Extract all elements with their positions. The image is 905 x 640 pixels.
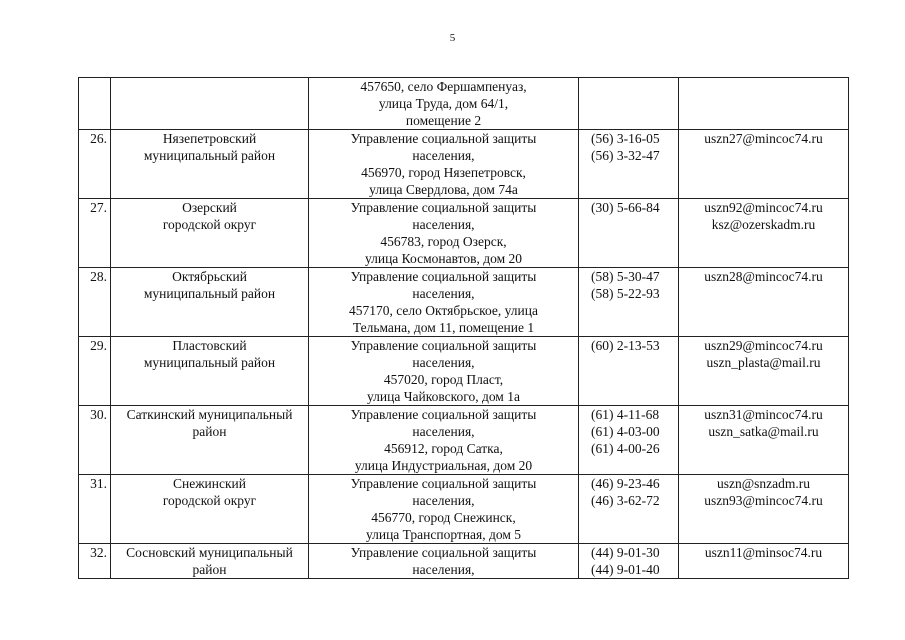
address-cell [309,78,579,130]
phone-line: (61) 4-03-00 [591,424,660,439]
table-row [79,406,849,475]
district-name-cell [111,78,309,130]
address-line: Управление социальной защиты [350,200,537,215]
email-cell [679,475,849,544]
address-line: Управление социальной защиты [350,476,537,491]
district-name-line: муниципальный район [143,286,276,301]
row-number-cell [79,406,111,475]
address-line: улица Индустриальная, дом 20 [354,458,533,473]
phone-cell [579,78,679,130]
address-cell [309,130,579,199]
address-line: Управление социальной защиты [350,131,537,146]
address-line: Управление социальной защиты [350,407,537,422]
address-cell [309,406,579,475]
phone-line: (60) 2-13-53 [591,338,660,353]
address-line: помещение 2 [405,113,482,128]
address-cell [309,544,579,579]
table-row [79,337,849,406]
phone-cell [579,475,679,544]
email-line: uszn31@mincoc74.ru [704,407,823,422]
district-name-line: городской округ [162,217,257,232]
address-line: 457650, село Фершампенуаз, [360,79,527,94]
address-cell [309,268,579,337]
district-name-line: район [192,562,227,577]
district-name-line: район [192,424,227,439]
district-name-cell [111,130,309,199]
address-line: населения, [412,562,475,577]
table-row [79,268,849,337]
phone-line: (58) 5-30-47 [591,269,660,284]
address-line: 456912, город Сатка, [384,441,503,456]
district-name-line: Озерский [182,200,237,215]
row-number-cell [79,337,111,406]
address-cell [309,199,579,268]
district-name-line: Нязепетровский [162,131,257,146]
email-line: uszn11@minsoc74.ru [704,545,823,560]
phone-line: (46) 9-23-46 [591,476,660,491]
address-line: улица Труда, дом 64/1, [378,96,509,111]
address-line: Тельмана, дом 11, помещение 1 [352,320,535,335]
district-name-cell [111,475,309,544]
row-number-cell [79,268,111,337]
address-line: Управление социальной защиты [350,269,537,284]
table-row [79,544,849,579]
row-number-cell [79,475,111,544]
phone-line: (30) 5-66-84 [591,200,660,215]
district-name-line: муниципальный район [143,355,276,370]
row-number: 27. [90,200,107,215]
district-name-line: Снежинский [173,476,246,491]
address-line: Управление социальной защиты [350,545,537,560]
email-line: uszn27@mincoc74.ru [704,131,823,146]
row-number-cell [79,130,111,199]
address-line: 456783, город Озерск, [380,234,507,249]
phone-line: (58) 5-22-93 [591,286,660,301]
phone-cell [579,406,679,475]
table-row-continuation [79,78,849,130]
table-row [79,475,849,544]
table-row [79,199,849,268]
district-name-line: Октябрьский [172,269,247,284]
address-line: улица Свердлова, дом 74а [369,182,518,197]
address-line: населения, [412,355,475,370]
phone-cell [579,130,679,199]
row-number: 26. [90,131,107,146]
row-number: 29. [90,338,107,353]
district-name-cell [111,406,309,475]
phone-cell [579,199,679,268]
district-name-cell [111,544,309,579]
email-cell [679,337,849,406]
address-line: улица Космонавтов, дом 20 [364,251,523,266]
row-number: 30. [90,407,107,422]
address-line: 457170, село Октябрьское, улица [349,303,538,318]
address-line: улица Транспортная, дом 5 [365,527,522,542]
row-number: 31. [90,476,107,491]
address-line: населения, [412,493,475,508]
district-name-line: городской округ [162,493,257,508]
email-cell [679,78,849,130]
address-cell [309,475,579,544]
district-name-line: Саткинский муниципальный [126,407,293,422]
email-cell [679,406,849,475]
district-name-line: Сосновский муниципальный [126,545,293,560]
registry-table [78,77,849,579]
email-cell [679,268,849,337]
phone-line: (44) 9-01-30 [591,545,660,560]
page-number: 5 [449,32,456,44]
row-number-cell [79,78,111,130]
address-line: населения, [412,148,475,163]
district-name-cell [111,337,309,406]
district-name-cell [111,268,309,337]
email-line: uszn28@mincoc74.ru [704,269,823,284]
phone-line: (44) 9-01-40 [591,562,660,577]
phone-cell [579,337,679,406]
row-number-cell [79,199,111,268]
address-line: населения, [412,217,475,232]
phone-line: (56) 3-32-47 [591,148,660,163]
district-name-line: муниципальный район [143,148,276,163]
email-line: uszn_satka@mail.ru [708,424,819,439]
phone-line: (56) 3-16-05 [591,131,660,146]
registry-body [79,78,849,579]
district-name-cell [111,199,309,268]
email-line: uszn29@mincoc74.ru [704,338,823,353]
address-line: 457020, город Пласт, [383,372,504,387]
row-number: 32. [90,545,107,560]
phone-line: (61) 4-00-26 [591,441,660,456]
email-cell [679,130,849,199]
row-number-cell [79,544,111,579]
email-line: uszn92@mincoc74.ru [704,200,823,215]
address-line: Управление социальной защиты [350,338,537,353]
address-line: улица Чайковского, дом 1а [367,389,520,404]
email-line: ksz@ozerskadm.ru [711,217,816,232]
phone-line: (61) 4-11-68 [591,407,660,422]
email-cell [679,199,849,268]
address-line: 456970, город Нязепетровск, [361,165,526,180]
table-row [79,130,849,199]
address-cell [309,337,579,406]
address-line: населения, [412,424,475,439]
address-line: населения, [412,286,475,301]
row-number: 28. [90,269,107,284]
email-line: uszn93@mincoc74.ru [704,493,823,508]
address-line: 456770, город Снежинск, [371,510,516,525]
email-line: uszn@snzadm.ru [716,476,811,491]
phone-line: (46) 3-62-72 [591,493,660,508]
phone-cell [579,544,679,579]
phone-cell [579,268,679,337]
email-cell [679,544,849,579]
email-line: uszn_plasta@mail.ru [706,355,821,370]
district-name-line: Пластовский [172,338,247,353]
